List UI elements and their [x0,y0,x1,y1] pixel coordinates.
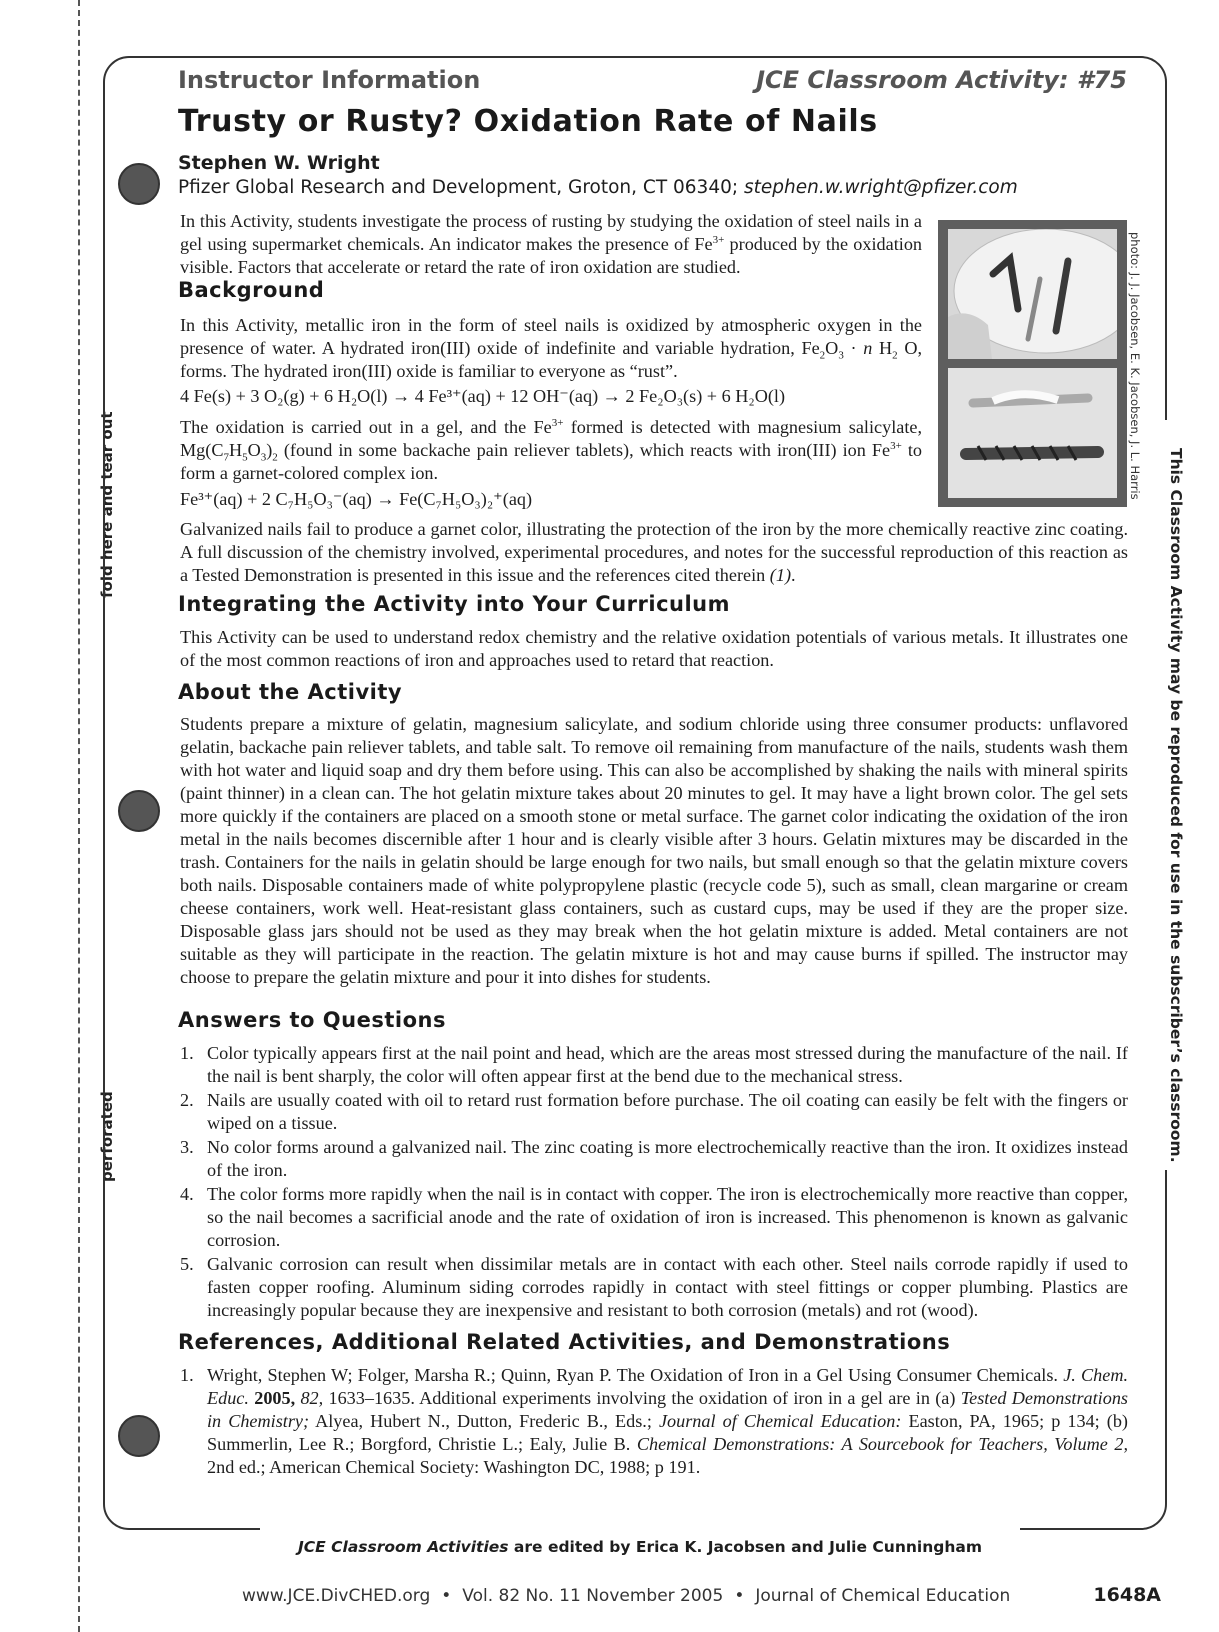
rust-equation: 4 Fe(s) + 3 O₂(g) + 6 H₂O(l) → 4 Fe³⁺(aq) + 12 OH⁻(aq) → 2 Fe₂O₃(s) + 6 H₂O(l) [180,386,786,406]
list-item: 4. The color forms more rapidly when the nail is in contact with copper. The iron is electrochemically more reactive than copper, so the nail becomes a sacrificial anode and the rate of oxidation of iron is increased. This phenomenon is known as galvanic corrosion. [180,1184,1128,1250]
list-item: 3. No color forms around a galvanized nail. The zinc coating is more electrochemically reactive than the iron. It oxidizes instead of the iron. [180,1137,1128,1180]
intro-paragraph: In this Activity, students investigate the process of rusting by studying the oxidation of steel nails in a gel using supermarket chemicals. An indicator makes the presence of $Fe^{3+}$ produced by the oxidation visible. Factors that accelerate or retard the rate of iron oxidation are studied. [180,211,923,277]
punch-hole-icon [118,163,160,205]
perforated-label: perforated [98,1091,116,1182]
author: Stephen W. Wright [178,152,380,174]
background-heading: Background [178,278,325,302]
about-paragraph: Students prepare a mixture of gelatin, magnesium salicylate, and sodium chloride using three consumer products: unflavored gelatin, backache pain reliever tablets, and table salt. To remove oil remaining from manufacture of the nails, students wash them with hot water and liquid soap and dry them before using. This can also be accomplished by shaking the nails with mineral spirits (paint thinner) in a clean can. The hot gelatin mixture takes about 20 minutes to gel. It may have a light brown color. The gel sets more quickly if the containers are placed on a smooth stone or metal surface. The garnet color indicating the oxidation of the iron metal in the nails becomes discernible after 1 hour and is clearly visible after 3 hours. Gelatin mixtures may be discarded in the trash. Containers for the nails in gelatin should be large enough for two nails, but small enough so that the gelatin mixture covers both nails. Disposable containers made of white polypropylene plastic (recycle code 5), such as small, clean margarine or cream cheese containers, work well. Heat-resistant glass containers, such as custard cups, may be used if they are the proper size. Disposable glass jars should not be used as they may break when the hot gelatin mixture is added. Metal containers are not suitable as they will participate in the reaction. The gelatin mixture is hot and may cause burns if spilled. The instructor may choose to prepare the gelatin mixture and pour it into dishes for students. [180,714,1128,987]
footer-site-link[interactable]: www.JCE.DivCHED.org [242,1586,431,1606]
background-paragraph-1: In this Activity, metallic iron in the form of steel nails is oxidized by atmospheric oxygen in the presence of water. A hydrated iron(III) oxide of indefinite and variable hydration, $Fe_2O_3 \cdot n$ $H_2$ O, forms. The hydrated iron(III) oxide is familiar to everyone as “rust”. [180,315,922,381]
references-heading: References, Additional Related Activities, and Demonstrations [178,1330,951,1354]
nails-photo [938,220,1127,507]
header-right: JCE Classroom Activity: #75 [756,66,1127,94]
list-item: 5. Galvanic corrosion can result when dissimilar metals are in contact with each other. Steel nails corrode rapidly if used to fasten copper roofing. Aluminum siding corrodes rapidly in contact with steel fittings or copper plumbing. Plastics are increasingly popular because they are inexpensive and resistant to both corrosion (metals) and rot (wood). [180,1254,1128,1320]
curriculum-paragraph: This Activity can be used to understand redox chemistry and the relative oxidation potentials of various metals. It illustrates one of the most common reactions of iron and approaches used to retard that reaction. [180,627,1128,670]
punch-hole-icon [118,790,160,832]
references-list [180,1364,1128,1480]
footer-issue: Vol. 82 No. 11 November 2005 [462,1586,724,1606]
tear-line [78,0,80,1632]
punch-hole-icon [118,1415,160,1457]
complex-equation: Fe³⁺(aq) + 2 C₇H₅O₃⁻(aq) → Fe(C₇H₅O₃)₂⁺(aq) [180,489,533,509]
list-item: 1. Color typically appears first at the nail point and head, which are the areas most stressed during the manufacture of the nail. If the nail is bent sharply, the color will often appear first at the bend due to the mechanical stress. [180,1043,1128,1086]
page-title: Trusty or Rusty? Oxidation Rate of Nails [178,104,878,139]
footer: www.JCE.DivCHED.org • Vol. 82 No. 11 November 2005 • Journal of Chemical Education [242,1586,1011,1606]
background-paragraph-2: The oxidation is carried out in a gel, and the $Fe^{3+}$ formed is detected with magnesium salicylate, $Mg(C_7H_5O_3)_2$ (found in some backache pain reliever tablets), which reacts with iron(III) ion $Fe^{3+}$ to form a garnet-colored complex ion. [180,416,922,483]
list-item: 1. Wright, Stephen W; Folger, Marsha R.; Quinn, Ryan P. The Oxidation of Iron in a Gel Using Consumer Chemicals. J. Chem. Educ. 2005, 82, 1633–1635. Additional experiments involving the oxidation of iron in a gel are in (a) Tested Demonstrations in Chemistry; Alyea, Hubert N., Dutton, Frederic B., Eds.; Journal of Chemical Education: Easton, PA, 1965; p 134; (b) Summerlin, Lee R.; Borgford, Christie L.; Ealy, Julie B. Chemical Demonstrations: A Sourcebook for Teachers, Volume 2, 2nd ed.; American Chemical Society: Washington DC, 1988; p 191. [180,1365,1128,1477]
fold-label: fold here and tear out [98,411,116,598]
list-item: 2. Nails are usually coated with oil to retard rust formation before purchase. The oil coating can easily be felt with the fingers or wiped on a tissue. [180,1090,1128,1133]
answers-list [180,1042,1128,1323]
photo-credit: photo: J. J. Jacobsen, E. K. Jacobsen, J. L. Harris [1128,232,1142,500]
curriculum-heading: Integrating the Activity into Your Curriculum [178,592,730,616]
email-link[interactable]: stephen.w.wright@pfizer.com [743,177,1018,198]
page-number: 1648A [1093,1584,1161,1606]
about-heading: About the Activity [178,680,403,704]
footer-journal: Journal of Chemical Education [755,1586,1011,1606]
reproduction-notice: This Classroom Activity may be reproduced for use in the subscriber’s classroom. [1167,448,1185,1163]
header-left: Instructor Information [178,66,481,94]
background-paragraph-3: Galvanized nails fail to produce a garnet color, illustrating the protection of the iron by the more chemically reactive zinc coating. A full discussion of the chemistry involved, experimental procedures, and notes for the successful reproduction of this reaction as a Tested Demonstration is presented in this issue and the references cited therein (1). [180,519,1128,585]
affiliation: Pfizer Global Research and Development, Groton, CT 06340; stephen.w.wright@pfizer.com [178,177,1018,198]
answers-heading: Answers to Questions [178,1008,446,1032]
editors-line: JCE Classroom Activities are edited by Erica K. Jacobsen and Julie Cunningham [298,1538,982,1556]
